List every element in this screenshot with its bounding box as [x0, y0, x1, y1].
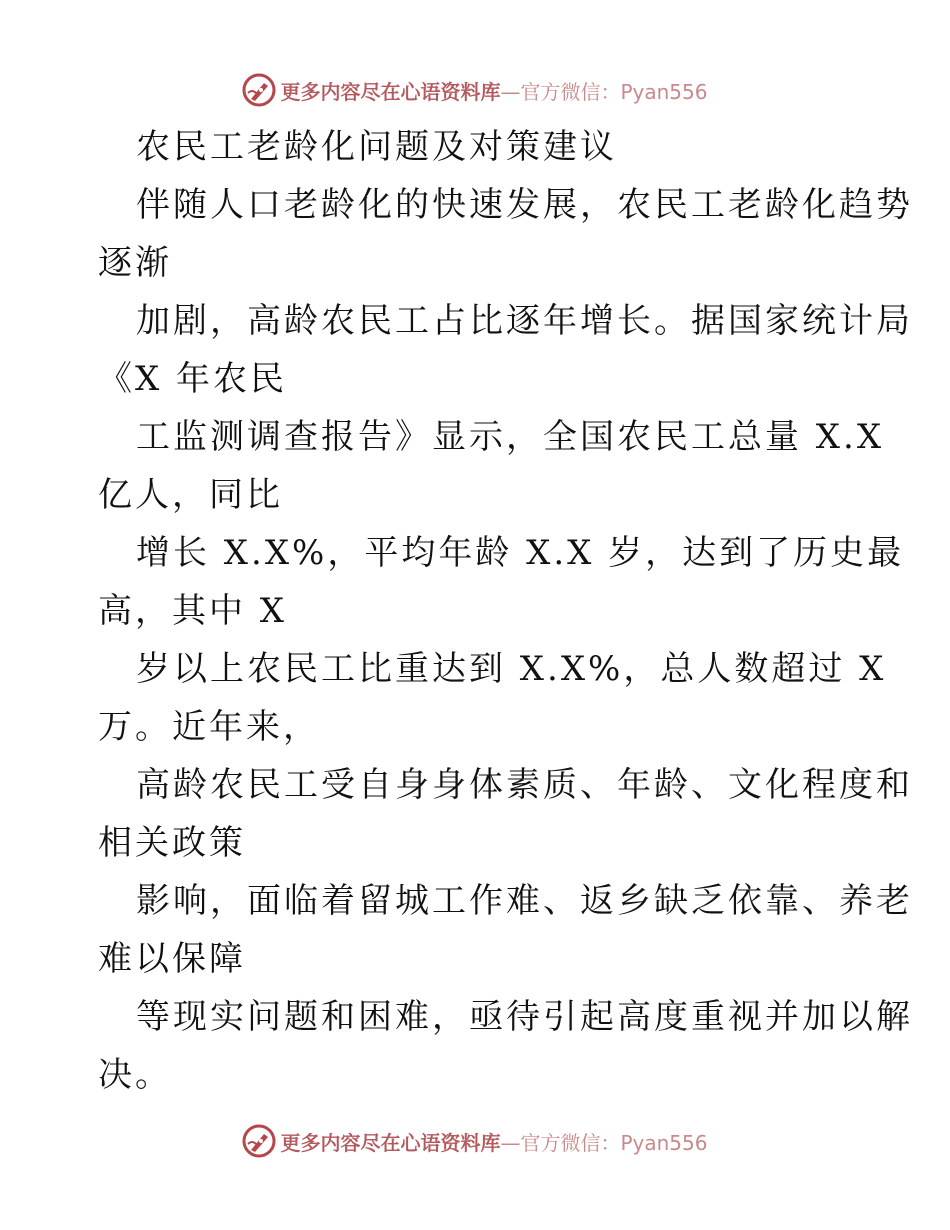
paragraph-line: 相关政策: [98, 823, 246, 863]
paragraph-line: 亿人，同比: [98, 475, 283, 515]
header-banner: [0, 70, 950, 110]
document-body: [98, 118, 913, 1104]
footer-banner-text: 更多内容尽在心语资料库—官方微信：Pyan556: [280, 1130, 708, 1155]
header-banner-text: 更多内容尽在心语资料库—官方微信：Pyan556: [280, 79, 708, 104]
paragraph-line: 增长 X.X%，平均年龄 X.X 岁，达到了历史最: [136, 533, 905, 573]
pen-nib-logo-icon: [242, 1124, 276, 1158]
paragraph-line: 决。: [98, 1055, 172, 1095]
paragraph-line: 工监测调查报告》显示，全国农民工总量 X.X: [136, 417, 885, 457]
document-title: 农民工老龄化问题及对策建议: [136, 127, 617, 167]
paragraph-line: 《X 年农民: [98, 359, 288, 399]
footer-banner: [0, 1121, 950, 1161]
paragraph-line: 影响，面临着留城工作难、返乡缺乏依靠、养老: [136, 881, 913, 921]
paragraph-line: 逐渐: [98, 243, 172, 283]
paragraph-line: 难以保障: [98, 939, 246, 979]
pen-nib-logo-icon: [242, 73, 276, 107]
paragraph-line: 加剧，高龄农民工占比逐年增长。据国家统计局: [136, 301, 913, 341]
paragraph-line: 高，其中 X: [98, 591, 288, 631]
paragraph-line: 高龄农民工受自身身体素质、年龄、文化程度和: [136, 765, 913, 805]
paragraph-line: 万。近年来，: [98, 707, 320, 747]
paragraph-line: 伴随人口老龄化的快速发展，农民工老龄化趋势: [136, 185, 913, 225]
paragraph-line: 等现实问题和困难，亟待引起高度重视并加以解: [136, 997, 913, 1037]
paragraph-line: 岁以上农民工比重达到 X.X%，总人数超过 X: [136, 649, 887, 689]
